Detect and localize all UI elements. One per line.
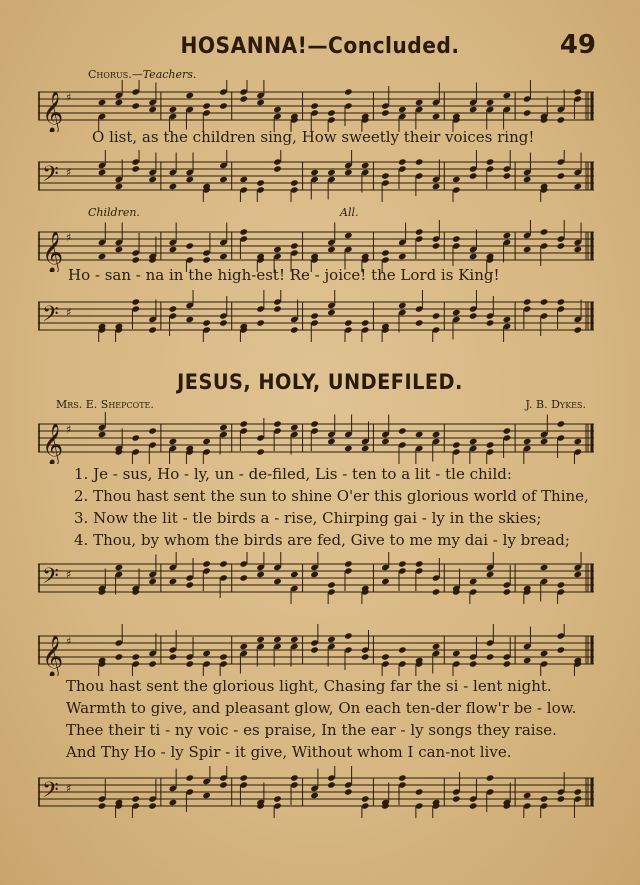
hymn-treble-staff-2 <box>38 624 594 676</box>
all-label: All. <box>340 206 359 219</box>
svg-text:𝄞: 𝄞 <box>42 424 64 464</box>
page-number: 49 <box>559 30 596 60</box>
hosanna-bass-staff-1 <box>38 150 594 202</box>
svg-text:♯: ♯ <box>66 423 72 436</box>
svg-text:♯: ♯ <box>66 782 72 795</box>
hosanna-treble-staff-2 <box>38 220 594 272</box>
chorus-label-caps: Chorus. <box>88 68 132 81</box>
children-label: Children. <box>88 206 140 219</box>
svg-text:𝄞: 𝄞 <box>42 636 64 676</box>
svg-text:♯: ♯ <box>66 91 72 104</box>
svg-text:♯: ♯ <box>66 568 72 581</box>
svg-text:𝄢: 𝄢 <box>42 302 59 332</box>
svg-text:𝄞: 𝄞 <box>42 232 64 272</box>
hosanna-bass-staff-2 <box>38 290 594 342</box>
verse-1-line-1: 1. Je - sus, Ho - ly, un - de-filed, Lis - ten to a lit - tle child: <box>74 465 512 483</box>
svg-text:𝄞: 𝄞 <box>42 92 64 132</box>
hymn-bass-staff-1 <box>38 552 594 604</box>
verse-4-line-1: 4. Thou, by whom the birds are fed, Give to me my dai - ly bread; <box>74 531 570 549</box>
verse-4-line-2: And Thy Ho - ly Spir - it give, Without whom I can-not live. <box>66 743 512 761</box>
hosanna-lyric-line-1: O list, as the children sing, How sweetly their voices ring! <box>92 128 535 146</box>
svg-text:𝄢: 𝄢 <box>42 778 59 808</box>
page-header-title: HOSANNA!—Concluded. <box>180 34 460 59</box>
verse-3-line-2: Thee their ti - ny voic - es praise, In the ear - ly songs they raise. <box>66 721 557 739</box>
verse-2-line-1: 2. Thou hast sent the sun to shine O'er this glorious world of Thine, <box>74 487 589 505</box>
verse-1-line-2: Thou hast sent the glorious light, Chasing far the si - lent night. <box>66 677 552 695</box>
svg-text:𝄢: 𝄢 <box>42 564 59 594</box>
hymn-bass-staff-2 <box>38 766 594 818</box>
hosanna-lyric-line-2: Ho - san - na in the high-est! Re - joice! the Lord is King! <box>68 266 500 284</box>
hymn-composer: J. B. Dykes. <box>525 398 586 411</box>
svg-text:♯: ♯ <box>66 231 72 244</box>
chorus-label-rest: —Teachers. <box>131 68 197 81</box>
hymn-author: Mrs. E. Shepcote. <box>56 398 154 411</box>
verse-2-line-2: Warmth to give, and pleasant glow, On each ten-der flow'r be - low. <box>66 699 577 717</box>
hymn-title: JESUS, HOLY, UNDEFILED. <box>177 370 463 394</box>
svg-text:𝄢: 𝄢 <box>42 162 59 192</box>
svg-text:♯: ♯ <box>66 635 72 648</box>
verse-3-line-1: 3. Now the lit - tle birds a - rise, Chirping gai - ly in the skies; <box>74 509 542 527</box>
svg-text:♯: ♯ <box>66 306 72 319</box>
svg-text:♯: ♯ <box>66 166 72 179</box>
hymn-treble-staff-1 <box>38 412 594 464</box>
hosanna-treble-staff-1 <box>38 80 594 132</box>
